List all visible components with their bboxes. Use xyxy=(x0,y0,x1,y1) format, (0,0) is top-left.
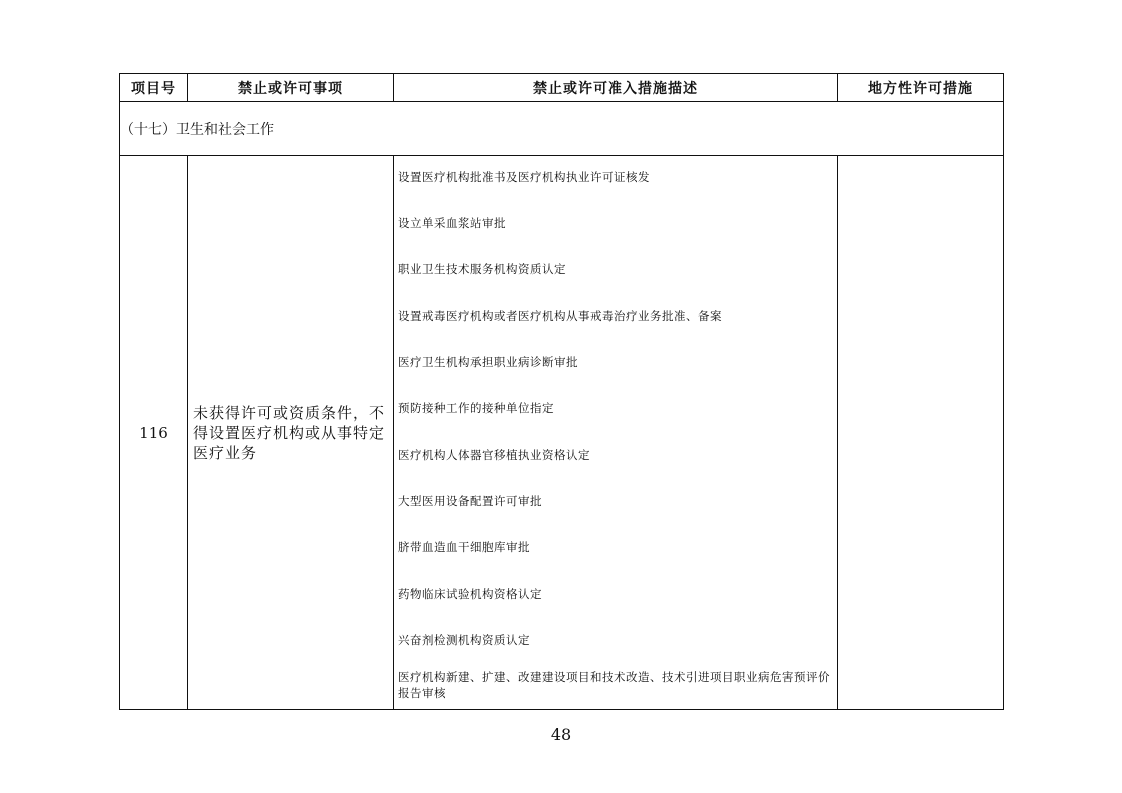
description-item: 兴奋剂检测机构资质认定 xyxy=(398,633,530,647)
description-item: 医疗机构人体器官移植执业资格认定 xyxy=(398,448,590,462)
description-item: 医疗机构新建、扩建、改建建设项目和技术改造、技术引进项目职业病危害预评价报告审核 xyxy=(398,670,830,700)
description-item: 预防接种工作的接种单位指定 xyxy=(398,401,554,415)
description-item: 职业卫生技术服务机构资质认定 xyxy=(398,262,566,276)
permit-table xyxy=(119,73,1004,710)
item-number: 116 xyxy=(120,156,188,710)
description-item: 设置戒毒医疗机构或者医疗机构从事戒毒治疗业务批准、备案 xyxy=(398,309,722,323)
description-item: 脐带血造血干细胞库审批 xyxy=(398,540,530,554)
description-cell xyxy=(394,156,838,710)
page-number: 48 xyxy=(550,725,572,744)
description-item: 医疗卫生机构承担职业病诊断审批 xyxy=(398,355,578,369)
description-item: 药物临床试验机构资格认定 xyxy=(398,587,542,601)
description-item: 设置医疗机构批准书及医疗机构执业许可证核发 xyxy=(398,170,650,184)
section-title: （十七）卫生和社会工作 xyxy=(120,102,1004,156)
item-name: 未获得许可或资质条件，不得设置医疗机构或从事特定医疗业务 xyxy=(188,156,394,710)
description-item: 大型医用设备配置许可审批 xyxy=(398,494,542,508)
table-row xyxy=(120,156,1004,710)
description-item: 设立单采血浆站审批 xyxy=(398,216,506,230)
header-item-name: 禁止或许可事项 xyxy=(188,74,394,102)
header-item-no: 项目号 xyxy=(120,74,188,102)
header-description: 禁止或许可准入措施描述 xyxy=(394,74,838,102)
header-local-measure: 地方性许可措施 xyxy=(838,74,1004,102)
description-list xyxy=(394,156,837,709)
local-measure-cell xyxy=(838,156,1004,710)
header-row xyxy=(120,74,1004,102)
section-row xyxy=(120,102,1004,156)
